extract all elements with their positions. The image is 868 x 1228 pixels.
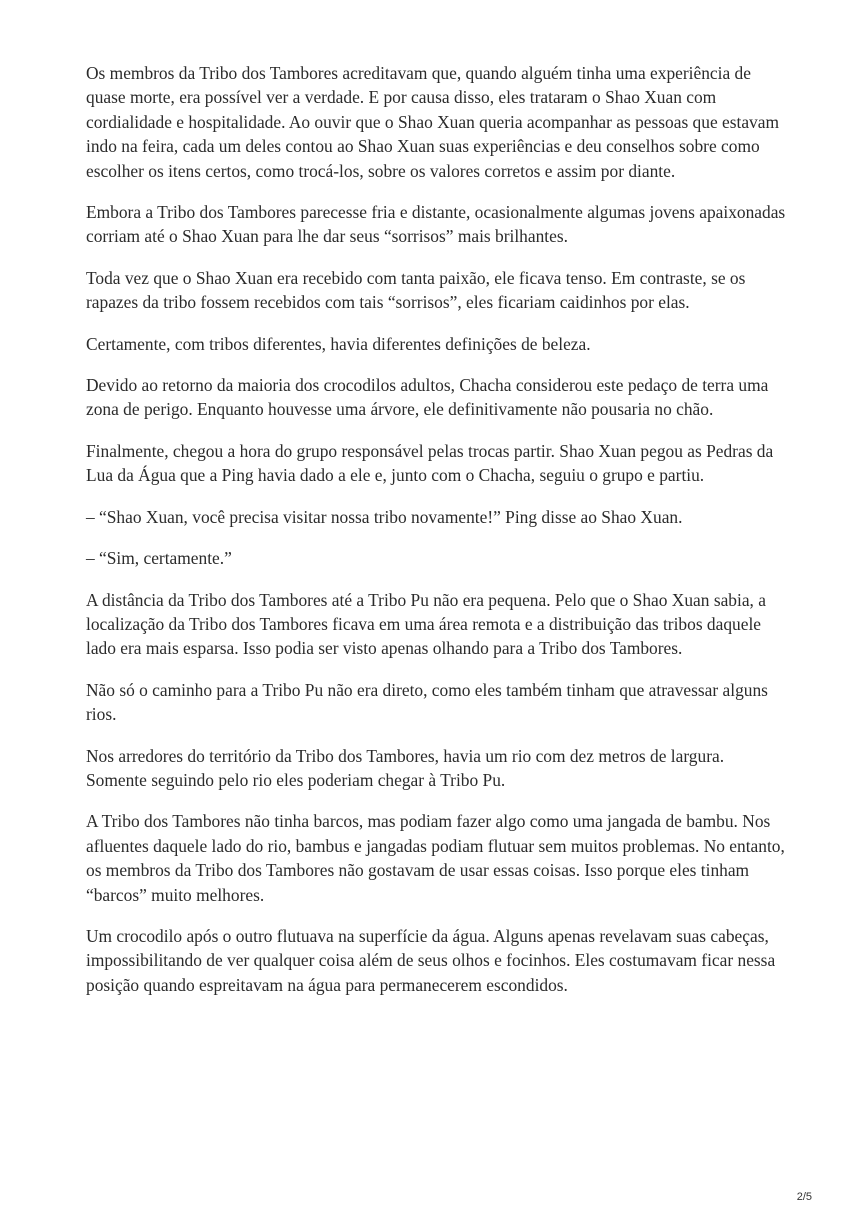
- paragraph-4: Certamente, com tribos diferentes, havia diferentes definições de beleza.: [86, 333, 591, 354]
- paragraph-7: – “Shao Xuan, você precisa visitar nossa tribo novamente!” Ping disse ao Shao Xuan.: [86, 506, 683, 527]
- paragraph-5: Devido ao retorno da maioria dos crocodilos adultos, Chacha considerou este pedaço de terra uma zona de perigo. Enquanto houvesse uma árvore, ele definitivamente não pousaria no chão.: [86, 375, 769, 420]
- paragraph-8: – “Sim, certamente.”: [86, 548, 232, 569]
- paragraph-2: Embora a Tribo dos Tambores parecesse fria e distante, ocasionalmente algumas jovens apaixonadas corriam até o Shao Xuan para lhe dar seus “sorrisos” mais brilhantes.: [86, 202, 786, 247]
- paragraph-11: Nos arredores do território da Tribo dos Tambores, havia um rio com dez metros de largura. Somente seguindo pelo rio eles poderiam chegar à Tribo Pu.: [86, 745, 725, 790]
- paragraph-3: Toda vez que o Shao Xuan era recebido com tanta paixão, ele ficava tenso. Em contraste, se os rapazes da tribo fossem recebidos com tais “sorrisos”, eles ficariam caidinhos por elas.: [86, 267, 746, 313]
- paragraph-13: Um crocodilo após o outro flutuava na superfície da água. Alguns apenas revelavam suas cabeças, impossibilitando de ver qualquer coisa além de seus olhos e focinhos. Eles costumavam ficar nessa posição quando espreitavam na água para permanecerem escondidos.: [86, 925, 776, 995]
- document-body: [86, 61, 786, 1014]
- paragraph-1: Os membros da Tribo dos Tambores acreditavam que, quando alguém tinha uma experiência de quase morte, era possível ver a verdade. E por causa disso, eles trataram o Shao Xuan com cordialidade e hospitalidade. Ao ouvir que o Shao Xuan queria acompanhar as pessoas que estavam indo na feira, cada um deles contou ao Shao Xuan suas experiências e deu conselhos sobre como escolher os itens certos, como trocá-los, sobre os valores corretos e assim por diante.: [86, 63, 779, 181]
- page-number: 2/5: [796, 1191, 812, 1203]
- paragraph-10: Não só o caminho para a Tribo Pu não era direto, como eles também tinham que atravessar alguns rios.: [86, 679, 768, 725]
- paragraph-12: A Tribo dos Tambores não tinha barcos, mas podiam fazer algo como uma jangada de bambu. Nos afluentes daquele lado do rio, bambus e jangadas podiam flutuar sem muitos problemas. No entanto, os membros da Tribo dos Tambores não gostavam de usar essas coisas. Isso porque eles tinham “barcos” muito melhores.: [86, 811, 785, 905]
- paragraph-9: A distância da Tribo dos Tambores até a Tribo Pu não era pequena. Pelo que o Shao Xuan sabia, a localização da Tribo dos Tambores ficava em uma área remota e a distribuição das tribos daquele lado era mais esparsa. Isso podia ser visto apenas olhando para a Tribo dos Tambores.: [86, 589, 766, 659]
- paragraph-6: Finalmente, chegou a hora do grupo responsável pelas trocas partir. Shao Xuan pegou as Pedras da Lua da Água que a Ping havia dado a ele e, junto com o Chacha, seguiu o grupo e partiu.: [86, 440, 774, 486]
